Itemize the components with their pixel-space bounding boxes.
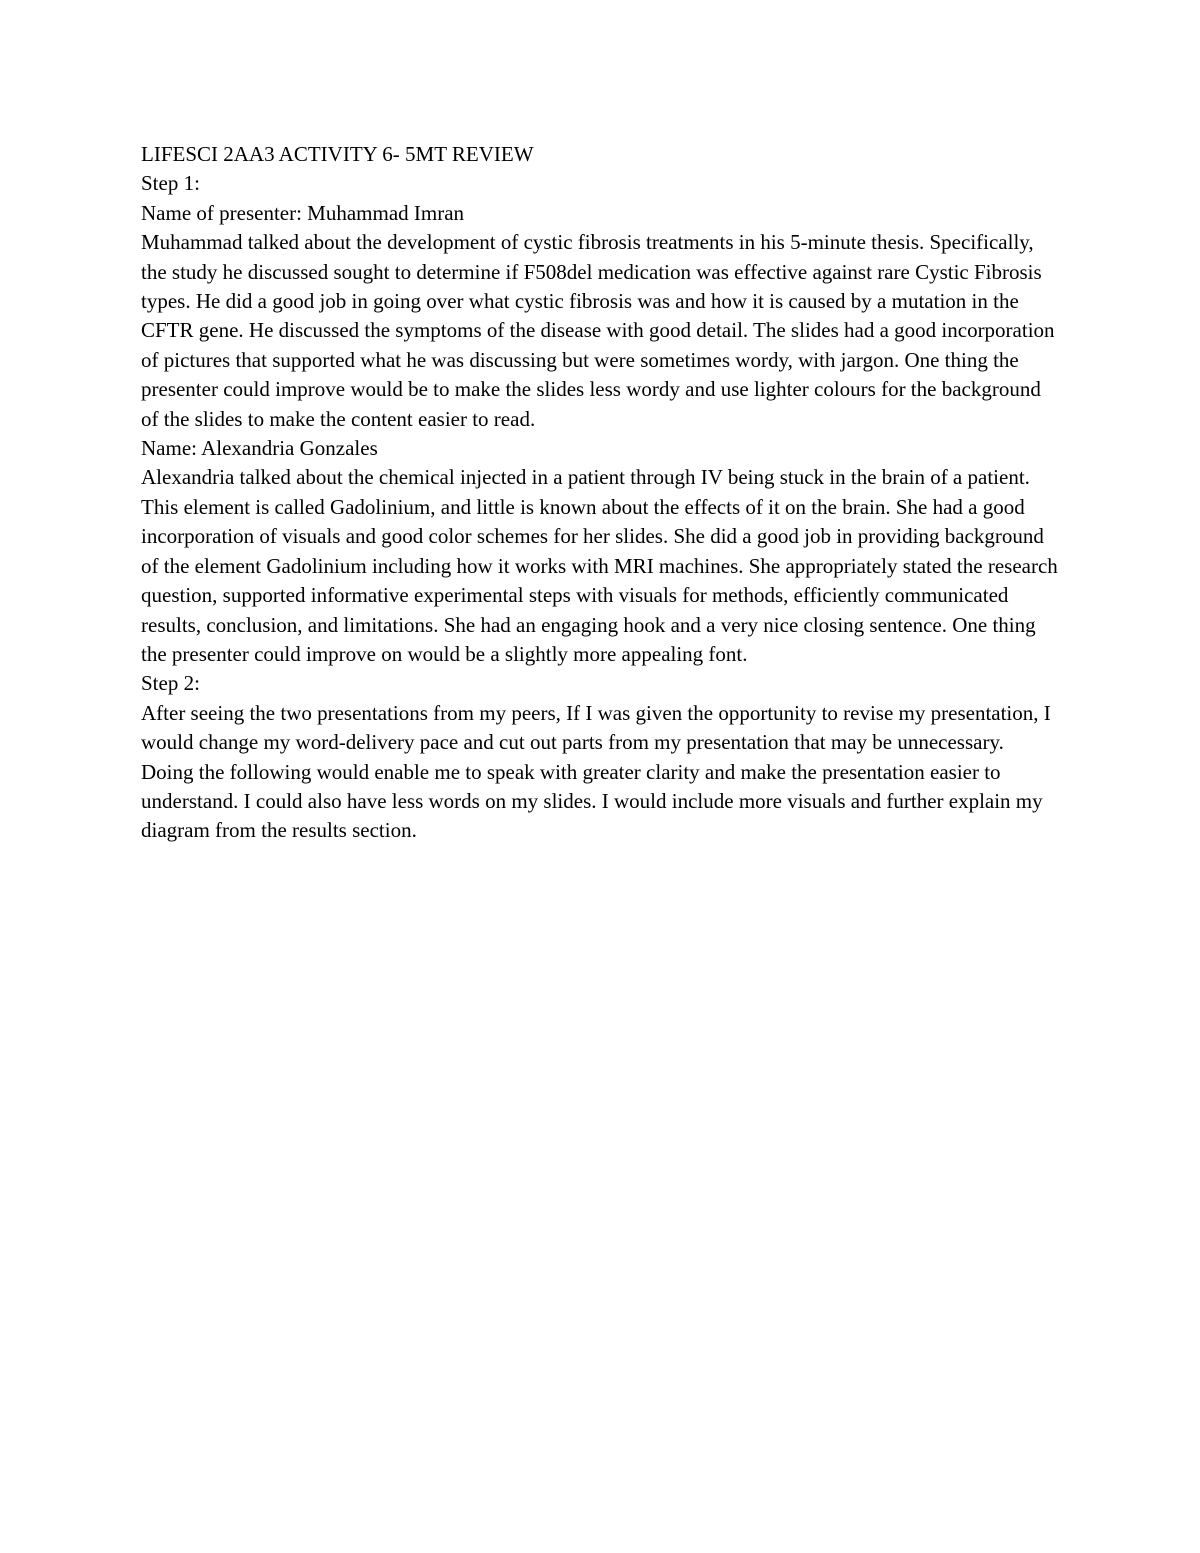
document-content [141, 140, 1061, 846]
step2-heading: Step 2: [141, 671, 200, 696]
presenter1-review-paragraph: Muhammad talked about the development of cystic fibrosis treatments in his 5-minute thesis. Specifically, the study he discussed sought to determine if F508del medication was effective against rare Cystic Fibrosis types. He did a good job in going over what cystic fibrosis was and how it is caused by a mutation in the CFTR gene. He discussed the symptoms of the disease with good detail. The slides had a good incorporation of pictures that supported what he was discussing but were sometimes wordy, with jargon. One thing the presenter could improve would be to make the slides less wordy and use lighter colours for the background of the slides to make the content easier to read. [141, 230, 1055, 431]
presenter2-review-paragraph: Alexandria talked about the chemical injected in a patient through IV being stuck in the brain of a patient. This element is called Gadolinium, and little is known about the effects of it on the brain. She had a good incorporation of visuals and good color schemes for her slides. She did a good job in providing background of the element Gadolinium including how it works with MRI machines. She appropriately stated the research question, supported informative experimental steps with visuals for methods, efficiently communicated results, conclusion, and limitations. She had an engaging hook and a very nice closing sentence. One thing the presenter could improve on would be a slightly more appealing font. [141, 465, 1058, 666]
presenter2-name: Name: Alexandria Gonzales [141, 436, 378, 461]
step1-heading: Step 1: [141, 171, 200, 196]
step2-reflection-paragraph: After seeing the two presentations from my peers, If I was given the opportunity to revise my presentation, I would change my word-delivery pace and cut out parts from my presentation that may be unnecessary. Doing the following would enable me to speak with greater clarity and make the presentation easier to understand. I could also have less words on my slides. I would include more visuals and further explain my diagram from the results section. [141, 700, 1051, 843]
presenter1-name: Name of presenter: Muhammad Imran [141, 200, 465, 225]
document-title: LIFESCI 2AA3 ACTIVITY 6- 5MT REVIEW [141, 142, 534, 166]
